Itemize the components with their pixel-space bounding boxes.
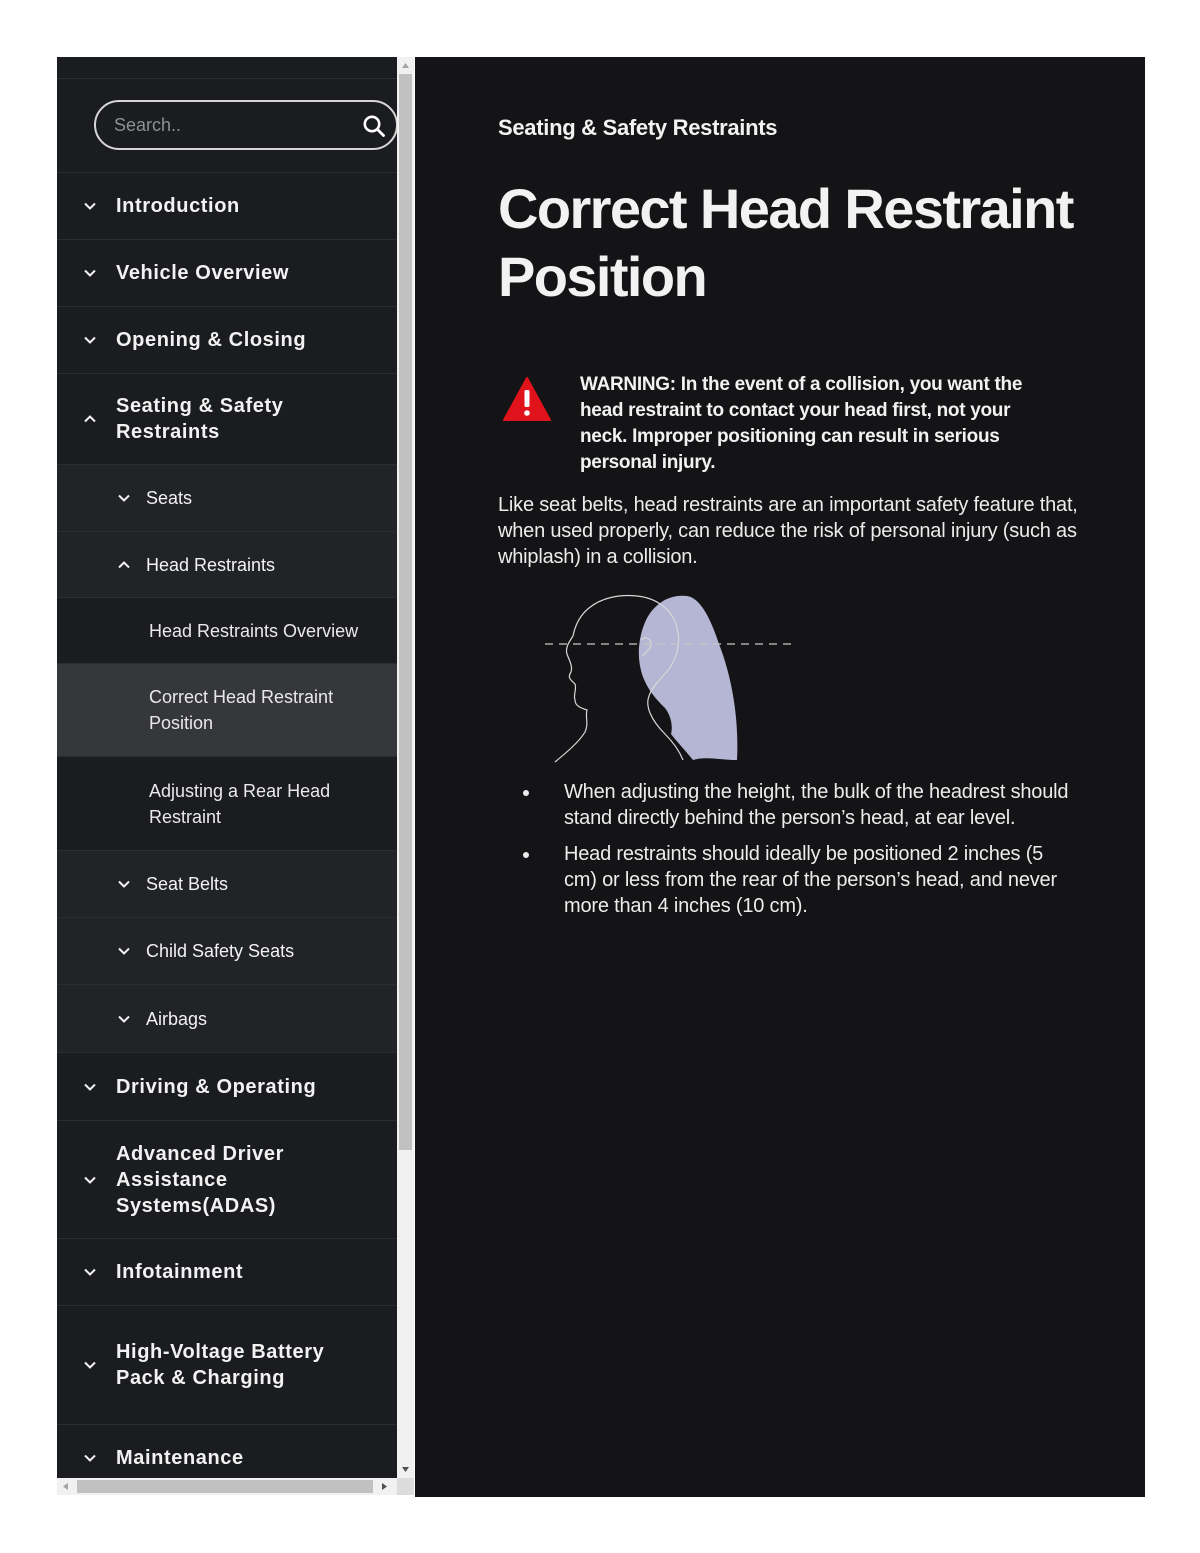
sidebar-top-strip (57, 57, 397, 79)
page-title: Correct Head Restraint Position (498, 177, 1073, 308)
nav-item-child-safety-seats[interactable] (57, 918, 397, 985)
nav-item-driving-operating[interactable] (57, 1053, 397, 1121)
bullet-list (515, 779, 1075, 929)
nav-item-opening-closing[interactable] (57, 307, 397, 374)
nav-item-label: Airbags (146, 1008, 208, 1029)
scroll-up-arrow-icon[interactable] (397, 57, 414, 74)
nav-item-label: Maintenance (116, 1447, 244, 1469)
nav-item-label: Vehicle Overview (116, 262, 290, 284)
sidebar-vertical-scrollbar[interactable] (397, 57, 414, 1478)
nav-item-label: Correct Head Restraint Position (149, 687, 334, 733)
sidebar (57, 57, 397, 1478)
bullet-dot (523, 790, 529, 796)
chevron-down-icon (83, 1080, 97, 1094)
scroll-right-arrow-icon[interactable] (376, 1478, 393, 1495)
nav-item-high-voltage-battery[interactable] (57, 1306, 397, 1425)
scrollbar-corner (397, 1478, 414, 1495)
nav-item-label: Adjusting a Rear Head Restraint (149, 780, 331, 827)
scroll-left-arrow-icon[interactable] (57, 1478, 74, 1495)
nav-item-seats[interactable] (57, 465, 397, 532)
chevron-up-icon (83, 412, 97, 426)
chevron-down-icon (83, 199, 97, 213)
nav-item-label: Seat Belts (146, 874, 229, 894)
nav-item-introduction[interactable] (57, 173, 397, 240)
list-item (515, 841, 1075, 919)
nav-item-correct-head-restraint-position[interactable] (57, 664, 397, 757)
chevron-down-icon (83, 1451, 97, 1465)
nav-item-infotainment[interactable] (57, 1239, 397, 1306)
nav-item-label: Introduction (116, 195, 240, 217)
nav-item-head-restraints[interactable] (57, 532, 397, 598)
scroll-down-arrow-icon[interactable] (397, 1461, 414, 1478)
nav-item-label: Driving & Operating (116, 1075, 317, 1098)
search-icon[interactable] (362, 114, 386, 138)
headrest-shape (639, 596, 738, 760)
warning-message: WARNING: In the event of a collision, you want the head restraint to contact your head first, not your neck. Improper positioning can result in serious personal injury. (580, 374, 1023, 473)
list-item-text: Head restraints should ideally be positioned 2 inches (5 cm) or less from the rear of the person’s head, and never more than 4 inches (10 cm). (564, 843, 1057, 917)
intro-paragraph: Like seat belts, head restraints are an important safety feature that, when used properly, can reduce the risk of personal injury (such as whiplash) in a collision. (498, 494, 1078, 568)
search-area (57, 79, 397, 173)
nav-item-maintenance[interactable] (57, 1425, 397, 1478)
nav-item-adas[interactable] (57, 1121, 397, 1239)
sidebar-horizontal-scrollbar[interactable] (57, 1478, 397, 1495)
list-item (515, 779, 1075, 831)
scrollbar-thumb[interactable] (77, 1480, 373, 1493)
nav-item-label: Head Restraints (146, 554, 276, 575)
head-restraint-illustration (545, 592, 805, 767)
nav-item-head-restraints-overview[interactable] (57, 598, 397, 664)
nav-item-label: High-Voltage Battery Pack & Charging (116, 1341, 325, 1389)
nav-item-label: Seats (146, 488, 193, 508)
chevron-down-icon (83, 1173, 97, 1187)
scrollbar-thumb[interactable] (399, 74, 412, 1150)
chevron-down-icon (83, 1265, 97, 1279)
chevron-down-icon (117, 877, 131, 891)
chevron-down-icon (83, 333, 97, 347)
nav-item-label: Seating & Safety Restraints (116, 395, 284, 443)
chevron-down-icon (83, 1358, 97, 1372)
nav-item-label: Child Safety Seats (146, 941, 295, 961)
nav-item-label: Advanced Driver Assistance Systems(ADAS) (116, 1142, 284, 1217)
chevron-up-icon (117, 558, 131, 572)
nav-item-adjusting-rear-head-restraint[interactable] (57, 757, 397, 851)
list-item-text: When adjusting the height, the bulk of the headrest should stand directly behind the person’s head, at ear level. (564, 781, 1069, 829)
chevron-down-icon (117, 1012, 131, 1026)
nav-item-airbags[interactable] (57, 985, 397, 1053)
chevron-down-icon (117, 491, 131, 505)
search-input[interactable] (114, 112, 344, 138)
search-box[interactable] (94, 100, 397, 150)
nav-item-label: Head Restraints Overview (149, 620, 359, 641)
main-content (415, 57, 1145, 1497)
nav-item-seat-belts[interactable] (57, 851, 397, 918)
nav-item-label: Opening & Closing (116, 329, 307, 351)
nav-item-seating-safety[interactable] (57, 374, 397, 465)
chevron-down-icon (83, 266, 97, 280)
chevron-down-icon (117, 944, 131, 958)
breadcrumb: Seating & Safety Restraints (498, 115, 778, 140)
warning-triangle-icon (502, 376, 552, 422)
nav-item-label: Infotainment (116, 1261, 244, 1283)
bullet-dot (523, 852, 529, 858)
nav-item-vehicle-overview[interactable] (57, 240, 397, 307)
